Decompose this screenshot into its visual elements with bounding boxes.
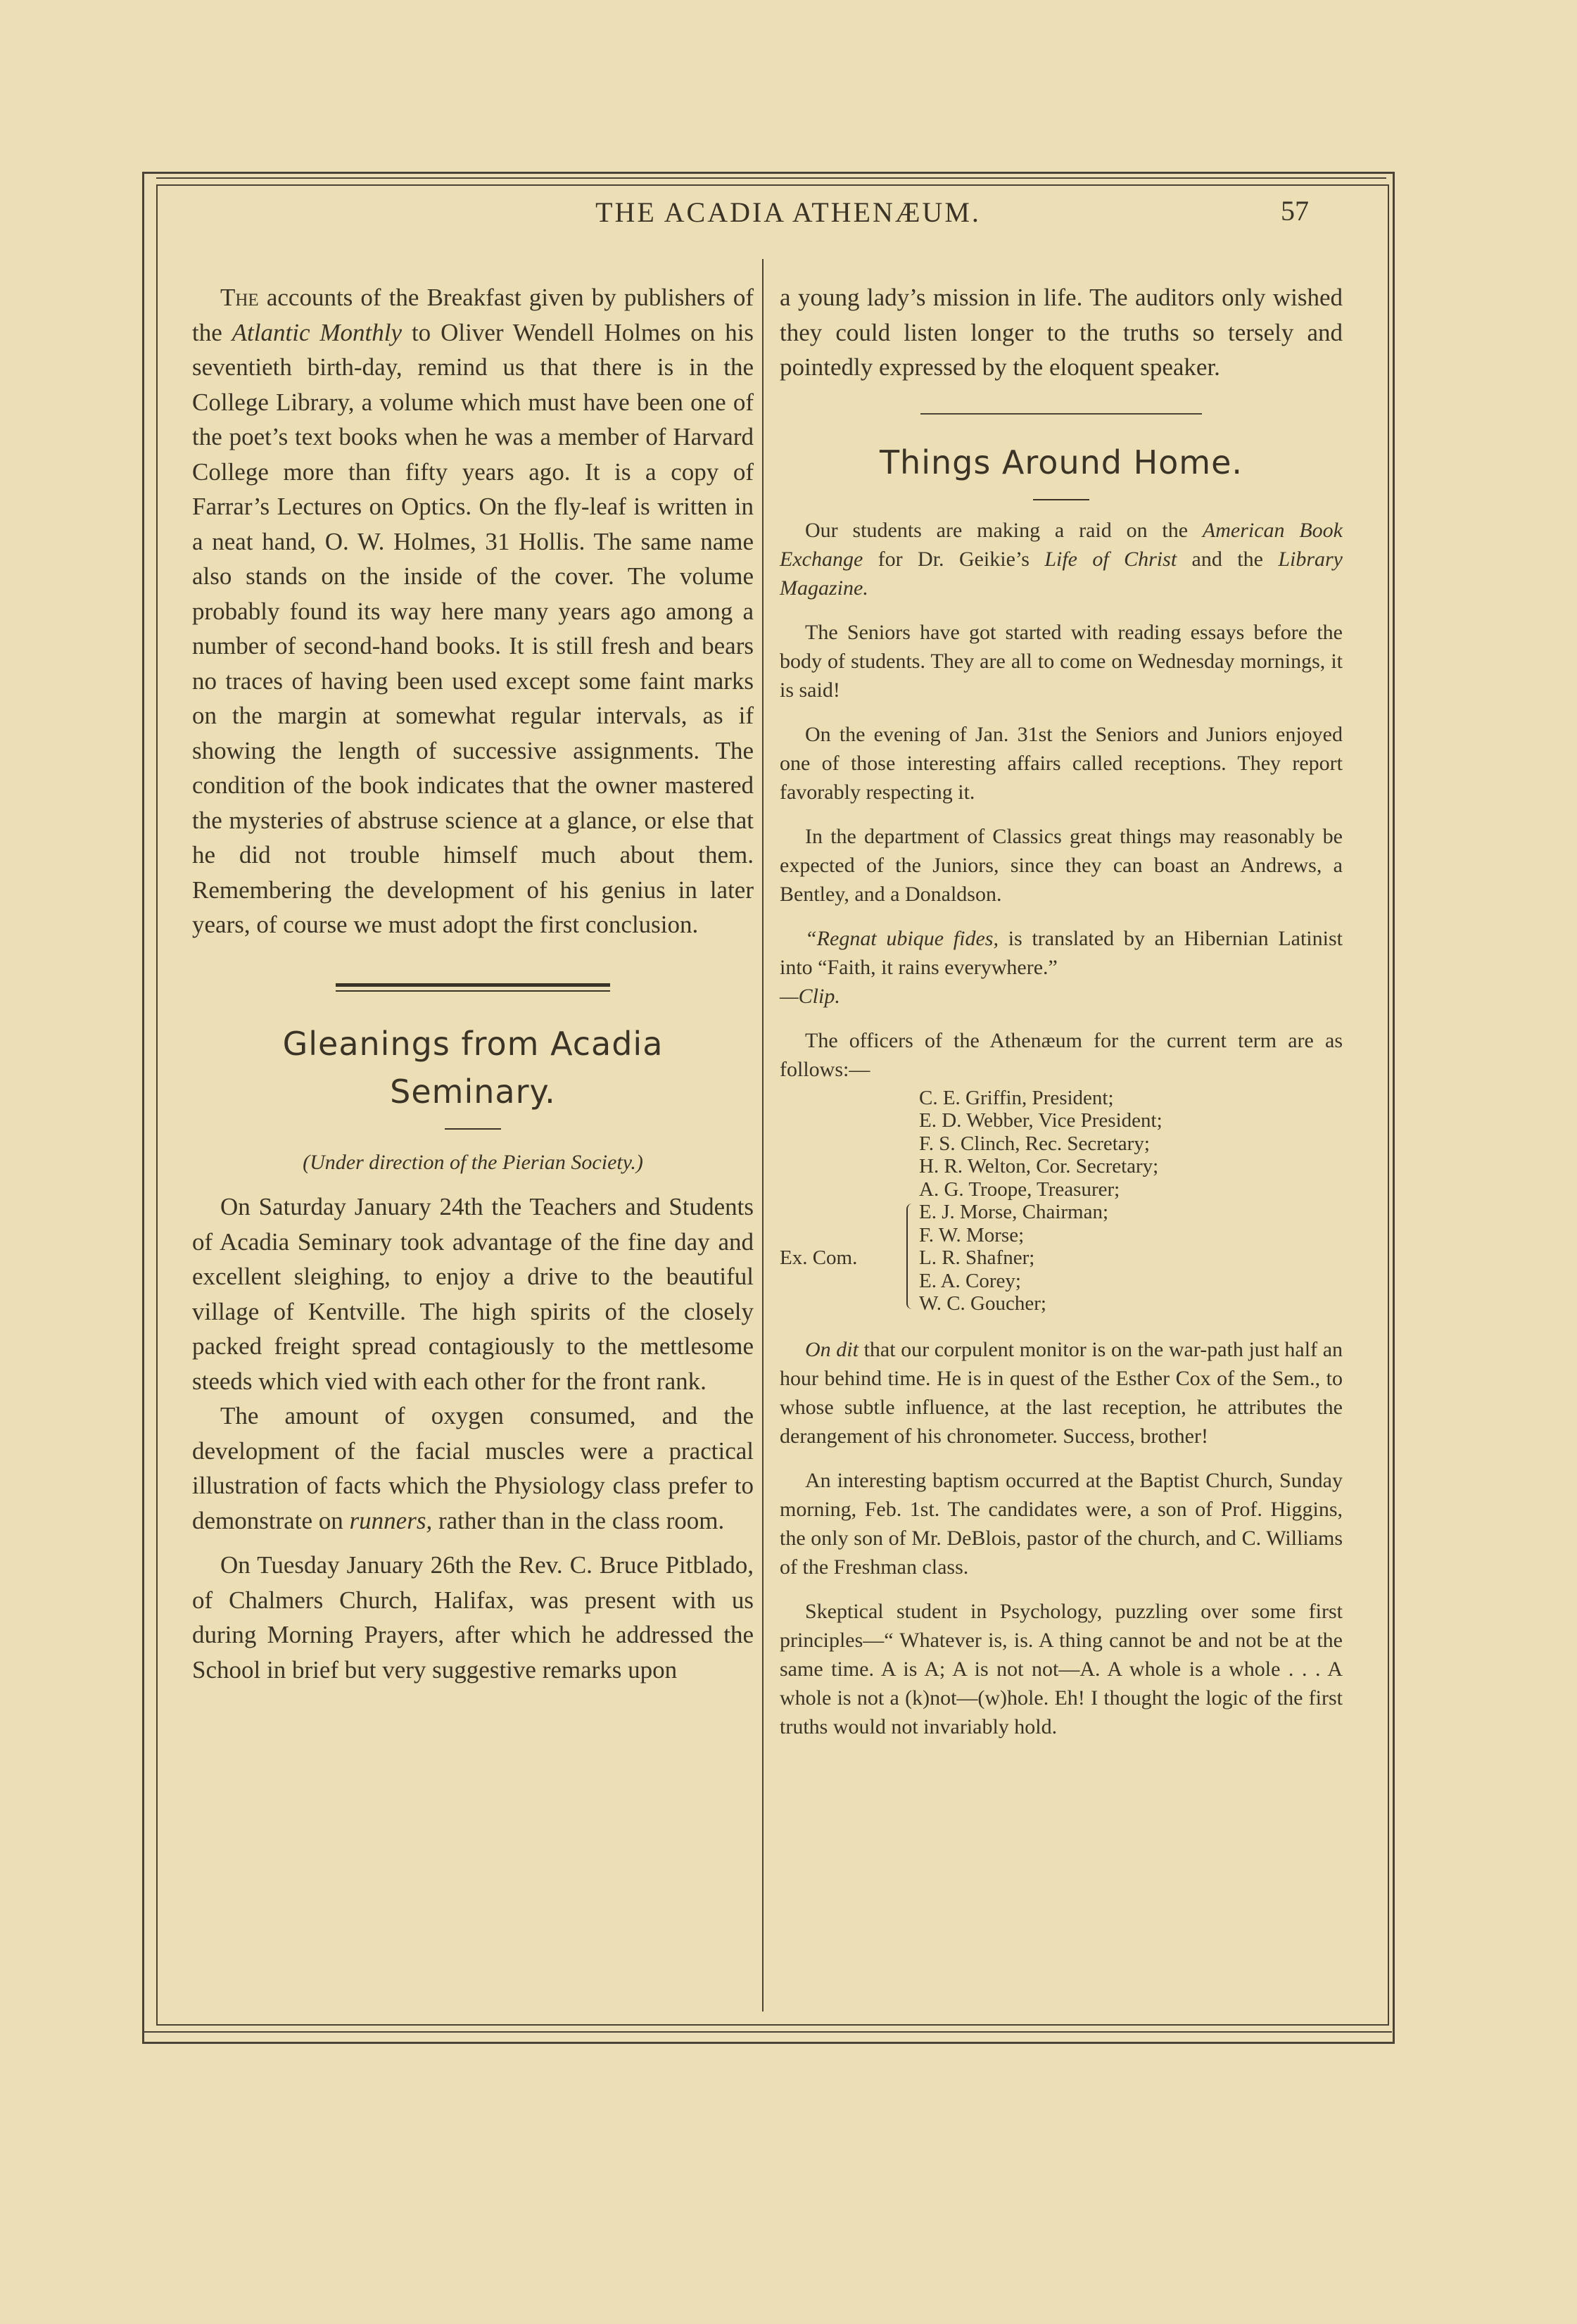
right-column	[780, 280, 1343, 1757]
paragraph-text-italic: runners,	[349, 1506, 433, 1534]
byline-text: (Under direction of the Pierian Society.)	[303, 1150, 643, 1174]
officers-intro: The officers of the Athenæum for the current term are as follows:—	[780, 1028, 1343, 1081]
section-separator-rule	[920, 413, 1202, 415]
ex-com-member: E. A. Corey;	[919, 1269, 1021, 1292]
paragraph-text: rather than in the class room.	[432, 1506, 725, 1534]
officer-entry: E. D. Webber, Vice President;	[919, 1109, 1163, 1132]
news-text-italic: Library Magazine.	[780, 547, 1343, 600]
officers-list	[780, 1087, 1343, 1315]
paragraph-pitblado: On Tuesday January 26th the Rev. C. Bruce Pitblado, of Chalmers Church, Halifax, was present with us during Morning Prayers, after which he addressed the School in brief but very suggestive remarks upon	[192, 1551, 754, 1684]
ex-com-member: W. C. Goucher;	[919, 1292, 1046, 1315]
news-item-receptions: On the evening of Jan. 31st the Seniors and Juniors enjoyed one of those interesting affairs called receptions. They report favorably respecting it.	[780, 722, 1343, 804]
paragraph-kentville-drive: On Saturday January 24th the Teachers and Students of Acadia Seminary took advantage of the fine day and excellent sleighing, to enjoy a drive to the beautiful village of Kentville. The high spirits of the closely packed freight spread contagiously to the mettlesome steeds which vied with each other for the front rank.	[192, 1193, 754, 1395]
article-text: to Oliver Wendell Holmes on his seventieth birth-day, remind us that there is in the College Library, a volume which must have been one of the poet’s text books when he was a member of Harvard College more than fifty years ago. It is a copy of Farrar’s Lectures on Optics. On the fly-leaf is written in a neat hand, O. W. Holmes, 31 Hollis. The same name also stands on the inside of the cover. The volume probably found its way here many years ago among a number of second-hand books. It is still fresh and bears no traces of having been used except some faint marks on the margin at somewhat regular intervals, as if showing the length of successive assignments. The condition of the book indicates that the owner mastered the mysteries of abstruse science at a glance, or else that he did not trouble himself much about them. Remembering the development of his genius in later years, of course we must adopt the first conclusion.	[192, 318, 754, 938]
page-border-rule-top	[156, 177, 1386, 179]
running-header-title: THE ACADIA ATHENÆUM.	[595, 196, 981, 228]
lead-word: The	[220, 284, 259, 311]
ex-com-member: E. J. Morse, Chairman;	[919, 1201, 1109, 1223]
article-holmes-volume	[192, 280, 754, 942]
left-column	[192, 280, 754, 1687]
section-divider-double-rule	[336, 983, 610, 992]
page-border-rule-bottom	[142, 2031, 1392, 2033]
article-text-italic: Atlantic Monthly	[232, 318, 403, 346]
officer-entry: H. R. Welton, Cor. Secretary;	[919, 1155, 1159, 1177]
officer-entry: A. G. Troope, Treasurer;	[919, 1177, 1120, 1201]
paragraph-oxygen	[192, 1398, 754, 1538]
news-text-italic: American Book Exchange	[780, 518, 1343, 571]
executive-committee	[780, 1201, 1343, 1315]
officer-entry: C. E. Griffin, President;	[919, 1086, 1114, 1109]
news-text-italic: “Regnat ubique fides,	[805, 926, 999, 950]
news-item-regnat	[780, 924, 1343, 1011]
news-text: and the	[1177, 547, 1279, 571]
section-title-gleanings	[192, 1020, 754, 1116]
news-text: is translated by an Hibernian Latinist into “Faith, it rains everywhere.”	[780, 926, 1343, 979]
section-byline	[192, 1145, 754, 1180]
news-item-baptism: An interesting baptism occurred at the Baptist Church, Sunday morning, Feb. 1st. The candidates were, a son of Prof. Higgins, the only son of Mr. DeBlois, pastor of the church, and C. Williams of the Freshman class.	[780, 1468, 1343, 1579]
news-text: Our students are making a raid on the	[805, 518, 1203, 542]
title-underline-rule	[445, 1128, 501, 1130]
column-divider	[762, 259, 764, 2012]
news-item-on-dit	[780, 1335, 1343, 1451]
ex-com-label: Ex. Com.	[780, 1246, 858, 1269]
ex-com-members	[780, 1201, 1343, 1315]
title-underline-rule	[1033, 499, 1089, 500]
news-text: that our corpulent monitor is on the war-path just half an hour behind time. He is in quest of the Esther Cox of the Sem., to whose subtle influence, at the last reception, he attributes the derangement of his chronometer. Success, brother!	[780, 1337, 1343, 1448]
news-items	[780, 516, 1343, 1741]
news-text-italic: —Clip.	[780, 984, 840, 1008]
section-title-line: Gleanings from Acadia	[282, 1024, 664, 1063]
section-title-line: Seminary.	[390, 1072, 556, 1111]
brace-glyph	[906, 1204, 915, 1309]
paragraph-text: The amount of oxygen consumed, and the development of the facial muscles were a practical illustration of facts which the Physiology class prefer to demonstrate on	[192, 1402, 754, 1534]
page-number: 57	[1281, 195, 1309, 227]
news-item-classics: In the department of Classics great things may reasonably be expected of the Juniors, since they can boast an Andrews, a Bentley, and a Donaldson.	[780, 824, 1343, 906]
officer-entry: F. S. Clinch, Rec. Secretary;	[919, 1132, 1150, 1155]
article-text: accounts of the Breakfast given by publishers of the	[192, 284, 754, 346]
ex-com-member: F. W. Morse;	[919, 1223, 1025, 1246]
paragraph-continuation: a young lady’s mission in life. The auditors only wished they could listen longer to the truths so tersely and pointedly expressed by the eloquent speaker.	[780, 284, 1343, 381]
news-text-italic: On dit	[805, 1337, 859, 1361]
news-text-italic: Life of Christ	[1044, 547, 1177, 571]
news-text: for Dr. Geikie’s	[863, 547, 1045, 571]
news-item-psychology: Skeptical student in Psychology, puzzling over some first principles—“ Whatever is, is. A thing cannot be and not be at the same time. A is A; A is not not—A. A whole is a whole . . . A whole is not a (k)not—(w)hole. Eh! I thought the logic of the first truths would not invariably hold.	[780, 1599, 1343, 1738]
section-title-things-around-home: Things Around Home.	[879, 443, 1243, 481]
ex-com-member: L. R. Shafner;	[919, 1246, 1035, 1269]
news-item-book-exchange	[780, 516, 1343, 602]
news-item-seniors-essays: The Seniors have got started with reading essays before the body of students. They are all to come on Wednesday mornings, it is said!	[780, 620, 1343, 702]
